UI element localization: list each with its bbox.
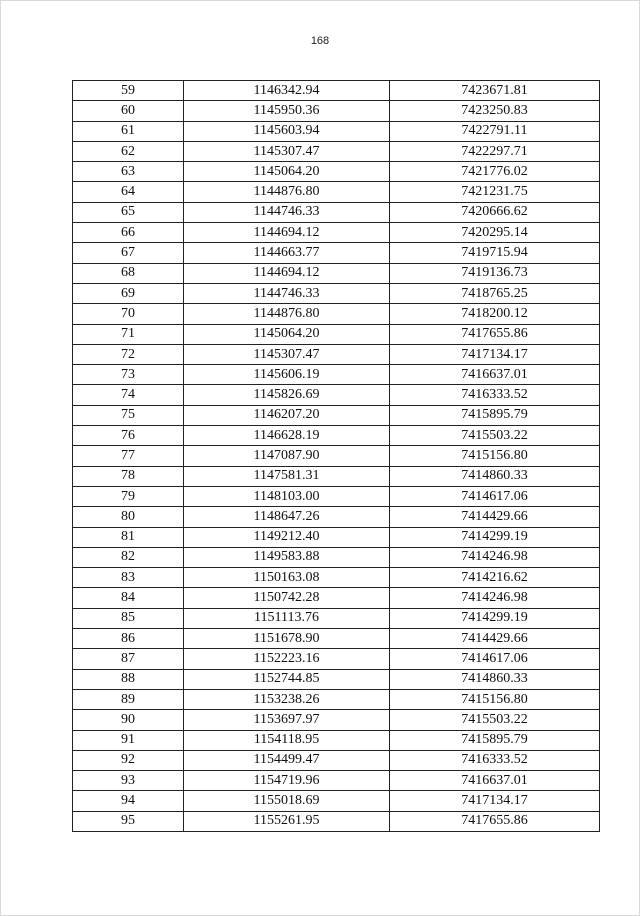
point-number-cell: 65 [73,202,184,222]
y-coordinate-cell: 7415503.22 [390,710,600,730]
y-coordinate-cell: 7419715.94 [390,243,600,263]
y-coordinate-cell: 7423671.81 [390,81,600,101]
y-coordinate-cell: 7415503.22 [390,426,600,446]
point-number-cell: 62 [73,141,184,161]
x-coordinate-cell: 1146207.20 [184,405,390,425]
x-coordinate-cell: 1145826.69 [184,385,390,405]
point-number-cell: 80 [73,507,184,527]
table-row [73,304,600,324]
table-row [73,344,600,364]
y-coordinate-cell: 7415156.80 [390,446,600,466]
table-row [73,608,600,628]
table-row [73,182,600,202]
point-number-cell: 78 [73,466,184,486]
y-coordinate-cell: 7414299.19 [390,527,600,547]
y-coordinate-cell: 7414429.66 [390,629,600,649]
table-row [73,405,600,425]
table-row [73,588,600,608]
y-coordinate-cell: 7417134.17 [390,791,600,811]
y-coordinate-cell: 7420295.14 [390,223,600,243]
y-coordinate-cell: 7422791.11 [390,121,600,141]
x-coordinate-cell: 1153238.26 [184,689,390,709]
y-coordinate-cell: 7415895.79 [390,730,600,750]
y-coordinate-cell: 7416333.52 [390,750,600,770]
table-row [73,365,600,385]
table-row [73,649,600,669]
x-coordinate-cell: 1144746.33 [184,283,390,303]
point-number-cell: 72 [73,344,184,364]
y-coordinate-cell: 7414860.33 [390,669,600,689]
x-coordinate-cell: 1155261.95 [184,811,390,831]
y-coordinate-cell: 7416637.01 [390,771,600,791]
point-number-cell: 74 [73,385,184,405]
point-number-cell: 91 [73,730,184,750]
point-number-cell: 67 [73,243,184,263]
x-coordinate-cell: 1145064.20 [184,324,390,344]
y-coordinate-cell: 7416637.01 [390,365,600,385]
y-coordinate-cell: 7421231.75 [390,182,600,202]
y-coordinate-cell: 7415156.80 [390,689,600,709]
table-row [73,283,600,303]
table-row [73,629,600,649]
x-coordinate-cell: 1146628.19 [184,426,390,446]
x-coordinate-cell: 1145307.47 [184,141,390,161]
table-row [73,324,600,344]
point-number-cell: 93 [73,771,184,791]
table-row [73,730,600,750]
point-number-cell: 95 [73,811,184,831]
y-coordinate-cell: 7418765.25 [390,283,600,303]
coordinates-table-body [73,81,600,832]
point-number-cell: 85 [73,608,184,628]
point-number-cell: 64 [73,182,184,202]
x-coordinate-cell: 1144694.12 [184,223,390,243]
x-coordinate-cell: 1150742.28 [184,588,390,608]
y-coordinate-cell: 7417655.86 [390,324,600,344]
table-row [73,202,600,222]
table-row [73,568,600,588]
table-row [73,750,600,770]
point-number-cell: 89 [73,689,184,709]
table-row [73,243,600,263]
y-coordinate-cell: 7414299.19 [390,608,600,628]
x-coordinate-cell: 1147581.31 [184,466,390,486]
point-number-cell: 73 [73,365,184,385]
table-row [73,446,600,466]
y-coordinate-cell: 7414617.06 [390,649,600,669]
coordinates-table [72,80,600,832]
x-coordinate-cell: 1155018.69 [184,791,390,811]
x-coordinate-cell: 1145603.94 [184,121,390,141]
y-coordinate-cell: 7417134.17 [390,344,600,364]
x-coordinate-cell: 1145064.20 [184,162,390,182]
x-coordinate-cell: 1147087.90 [184,446,390,466]
point-number-cell: 69 [73,283,184,303]
point-number-cell: 61 [73,121,184,141]
x-coordinate-cell: 1144663.77 [184,243,390,263]
x-coordinate-cell: 1153697.97 [184,710,390,730]
table-row [73,223,600,243]
x-coordinate-cell: 1148647.26 [184,507,390,527]
x-coordinate-cell: 1150163.08 [184,568,390,588]
point-number-cell: 84 [73,588,184,608]
y-coordinate-cell: 7414246.98 [390,588,600,608]
table-row [73,689,600,709]
table-row [73,466,600,486]
table-row [73,507,600,527]
table-row [73,791,600,811]
point-number-cell: 63 [73,162,184,182]
point-number-cell: 76 [73,426,184,446]
table-row [73,811,600,831]
point-number-cell: 82 [73,547,184,567]
point-number-cell: 75 [73,405,184,425]
x-coordinate-cell: 1146342.94 [184,81,390,101]
table-row [73,669,600,689]
y-coordinate-cell: 7414246.98 [390,547,600,567]
x-coordinate-cell: 1145307.47 [184,344,390,364]
point-number-cell: 71 [73,324,184,344]
x-coordinate-cell: 1149212.40 [184,527,390,547]
x-coordinate-cell: 1145606.19 [184,365,390,385]
table-row [73,263,600,283]
x-coordinate-cell: 1152744.85 [184,669,390,689]
point-number-cell: 77 [73,446,184,466]
x-coordinate-cell: 1144876.80 [184,182,390,202]
page-number: 168 [310,35,330,47]
point-number-cell: 81 [73,527,184,547]
point-number-cell: 90 [73,710,184,730]
table-row [73,101,600,121]
point-number-cell: 87 [73,649,184,669]
y-coordinate-cell: 7423250.83 [390,101,600,121]
table-row [73,141,600,161]
point-number-cell: 83 [73,568,184,588]
x-coordinate-cell: 1154719.96 [184,771,390,791]
point-number-cell: 88 [73,669,184,689]
y-coordinate-cell: 7414429.66 [390,507,600,527]
table-row [73,547,600,567]
y-coordinate-cell: 7422297.71 [390,141,600,161]
table-row [73,486,600,506]
y-coordinate-cell: 7414216.62 [390,568,600,588]
x-coordinate-cell: 1154118.95 [184,730,390,750]
table-row [73,385,600,405]
x-coordinate-cell: 1144694.12 [184,263,390,283]
x-coordinate-cell: 1152223.16 [184,649,390,669]
y-coordinate-cell: 7421776.02 [390,162,600,182]
point-number-cell: 94 [73,791,184,811]
x-coordinate-cell: 1149583.88 [184,547,390,567]
point-number-cell: 59 [73,81,184,101]
table-row [73,710,600,730]
x-coordinate-cell: 1154499.47 [184,750,390,770]
table-row [73,426,600,446]
y-coordinate-cell: 7414860.33 [390,466,600,486]
y-coordinate-cell: 7414617.06 [390,486,600,506]
y-coordinate-cell: 7420666.62 [390,202,600,222]
table-row [73,162,600,182]
y-coordinate-cell: 7418200.12 [390,304,600,324]
x-coordinate-cell: 1151113.76 [184,608,390,628]
y-coordinate-cell: 7417655.86 [390,811,600,831]
point-number-cell: 70 [73,304,184,324]
x-coordinate-cell: 1144746.33 [184,202,390,222]
table-row [73,81,600,101]
table-row [73,771,600,791]
table-row [73,121,600,141]
table-row [73,527,600,547]
x-coordinate-cell: 1145950.36 [184,101,390,121]
point-number-cell: 79 [73,486,184,506]
y-coordinate-cell: 7416333.52 [390,385,600,405]
y-coordinate-cell: 7419136.73 [390,263,600,283]
x-coordinate-cell: 1144876.80 [184,304,390,324]
x-coordinate-cell: 1151678.90 [184,629,390,649]
point-number-cell: 60 [73,101,184,121]
point-number-cell: 92 [73,750,184,770]
y-coordinate-cell: 7415895.79 [390,405,600,425]
point-number-cell: 66 [73,223,184,243]
x-coordinate-cell: 1148103.00 [184,486,390,506]
point-number-cell: 68 [73,263,184,283]
point-number-cell: 86 [73,629,184,649]
